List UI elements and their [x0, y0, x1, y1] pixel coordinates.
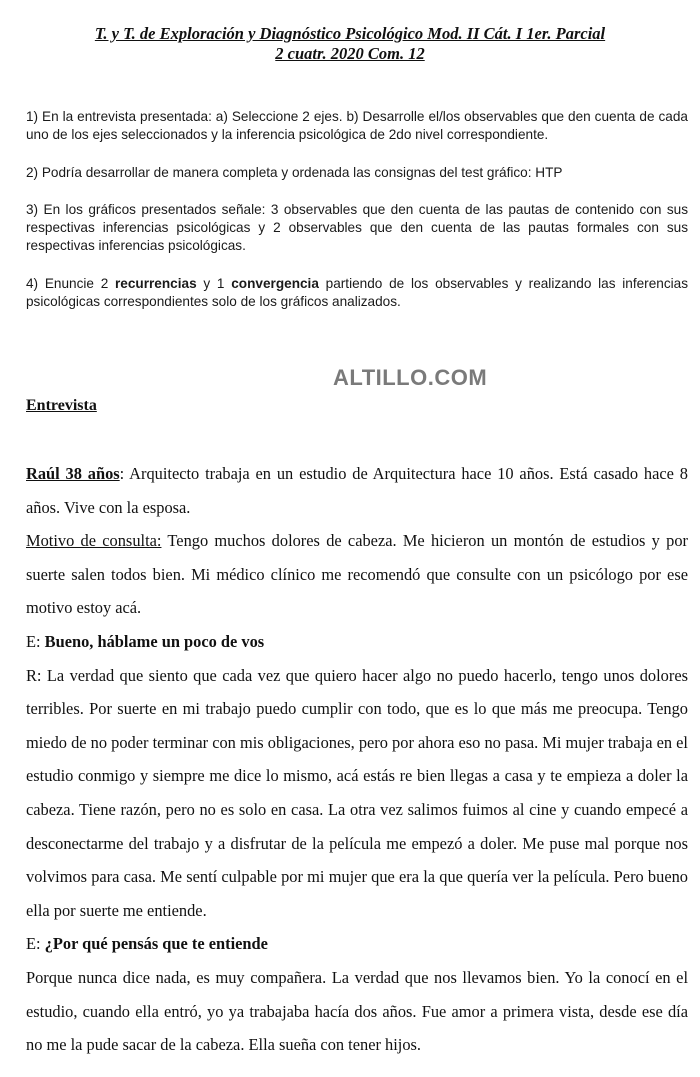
- speaker-prefix: E:: [26, 631, 45, 651]
- interviewer-question: Bueno, háblame un poco de vos: [44, 631, 265, 651]
- subject-text: : Arquitecto trabaja en un estudio de Arquitectura hace 10 años. Está casado hace 8 años. Vive con la esposa.: [26, 464, 688, 517]
- question-text: 4) Enuncie 2: [26, 276, 116, 291]
- watermark: ALTILLO.COM: [333, 365, 488, 390]
- subject-label: Raúl 38 años: [26, 464, 120, 483]
- question-item: [26, 275, 688, 311]
- interviewer-question: ¿Por qué pensás que te entiende: [44, 934, 268, 954]
- response-paragraph: R: La verdad que siento que cada vez que quiero hacer algo no puedo hacerlo, tengo unos dolores terribles. Por suerte en mi trabajo puedo cumplir con todo, que es lo que más me preocupa. Tengo miedo de no poder terminar con mis obligaciones, pero por ahora eso no pasa. Mi mujer trabaja en el estudio conmigo y siempre me dice lo mismo, acá estás re bien llegas a casa y te empieza a doler la cabeza. Tiene razón, pero no es solo en casa. La otra vez salimos fuimos al cine y cuando empecé a desconectarme del trabajo y a disfrutar de la película me empezó a doler. Me puse mal porque nos volvimos para casa. Me sentí culpable por mi mujer que era la que quería ver la película. Pero bueno ella por suerte me entiende.: [26, 665, 688, 920]
- question-item: 1) En la entrevista presentada: a) Seleccione 2 ejes. b) Desarrolle el/los observables que den cuenta de cada uno de los ejes seleccionados y la inferencia psicológica de 2do nivel correspondiente.: [26, 109, 688, 142]
- questions-list: [26, 108, 688, 331]
- interview-text: [26, 457, 688, 1062]
- question-item: 2) Podría desarrollar de manera completa y ordenada las consignas del test gráfico: HTP: [26, 165, 563, 180]
- exam-title: T. y T. de Exploración y Diagnóstico Psicológico Mod. II Cát. I 1er. Parcial: [94, 24, 606, 43]
- motive-label: Motivo de consulta:: [26, 531, 162, 551]
- response-paragraph: Porque nunca dice nada, es muy compañera. La verdad que nos llevamos bien. Yo la conocí en el estudio, cuando ella entró, yo ya trabajaba hacía dos años. Fue amor a primera vista, desde ese día no me la pude sacar de la cabeza. Ella sueña con tener hijos.: [26, 967, 688, 1055]
- question-emphasis: recurrencias: [115, 276, 197, 291]
- exam-header: [0, 24, 700, 64]
- section-title: Entrevista: [26, 397, 97, 414]
- interviewer-line: [26, 625, 688, 659]
- subject-paragraph: [26, 457, 688, 524]
- exam-subtitle: 2 cuatr. 2020 Com. 12: [275, 44, 425, 63]
- question-text: y 1: [196, 276, 232, 291]
- question-text: partiendo de los observables y realizando las inferencias psicológicas correspondientes solo de los gráficos analizados.: [26, 276, 688, 309]
- motive-paragraph: [26, 524, 688, 625]
- interviewer-line: [26, 927, 688, 961]
- speaker-prefix: E:: [26, 934, 45, 954]
- question-emphasis: convergencia: [231, 276, 319, 291]
- motive-text: Tengo muchos dolores de cabeza. Me hicieron un montón de estudios y por suerte salen todos bien. Mi médico clínico me recomendó que consulte con un psicólogo por ese motivo estoy acá.: [26, 531, 688, 618]
- question-item: 3) En los gráficos presentados señale: 3 observables que den cuenta de las pautas de contenido con sus respectivas inferencias psicológicas y 2 observables que den cuenta de las pautas formales con sus respectivas inferencias psicológicas.: [26, 202, 688, 253]
